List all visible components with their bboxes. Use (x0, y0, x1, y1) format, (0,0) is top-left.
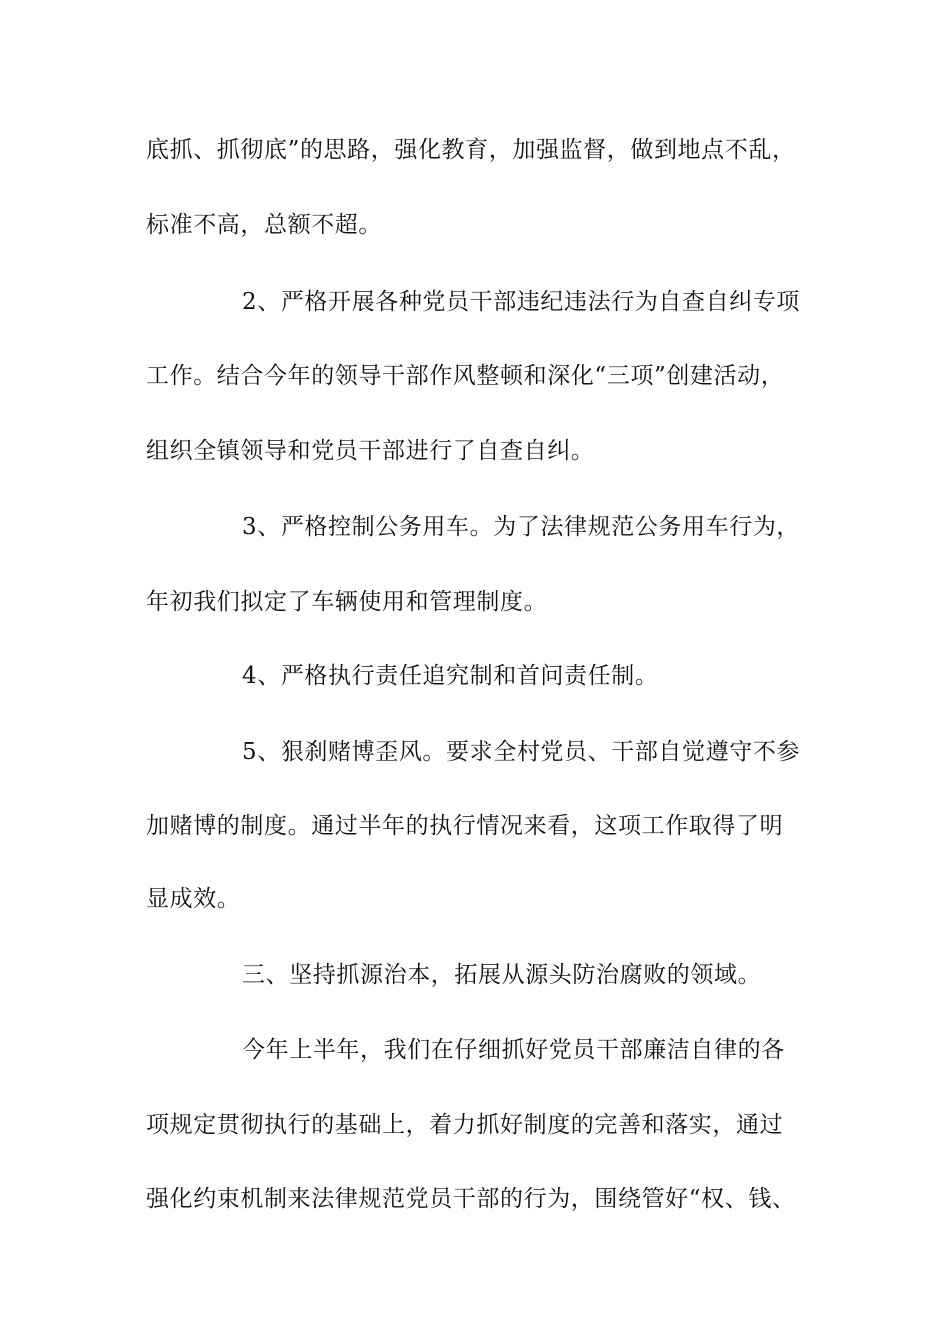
paragraph-line: 5、狠刹赌博歪风。要求全村党员、干部自觉遵守不参 (242, 739, 801, 765)
paragraph-line: 年初我们拟定了车辆使用和管理制度。 (146, 589, 548, 615)
paragraph-line: 底抓、抓彻底”的思路，强化教育，加强监督，做到地点不乱， (146, 137, 796, 163)
paragraph-line: 强化约束机制来法律规范党员干部的行为，围绕管好“权、钱、 (146, 1186, 796, 1212)
paragraph-line: 项规定贯彻执行的基础上，着力抓好制度的完善和落实，通过 (146, 1112, 784, 1138)
paragraph-line: 4、严格执行责任追究制和首问责任制。 (242, 663, 659, 689)
paragraph-line: 标准不高，总额不超。 (146, 212, 382, 238)
paragraph-line: 显成效。 (146, 886, 241, 912)
paragraph-line: 3、严格控制公务用车。为了法律规范公务用车行为， (242, 514, 801, 540)
section-heading: 三、坚持抓源治本，拓展从源头防治腐败的领域。 (242, 962, 762, 988)
paragraph-line: 工作。结合今年的领导干部作风整顿和深化“三项”创建活动， (146, 363, 785, 389)
paragraph-line: 组织全镇领导和党员干部进行了自查自纠。 (146, 438, 595, 464)
paragraph-line: 加赌博的制度。通过半年的执行情况来看，这项工作取得了明 (146, 813, 784, 839)
paragraph-line: 2、严格开展各种党员干部违纪违法行为自查自纠专项 (242, 289, 801, 315)
paragraph-line: 今年上半年，我们在仔细抓好党员干部廉洁自律的各 (242, 1037, 785, 1063)
